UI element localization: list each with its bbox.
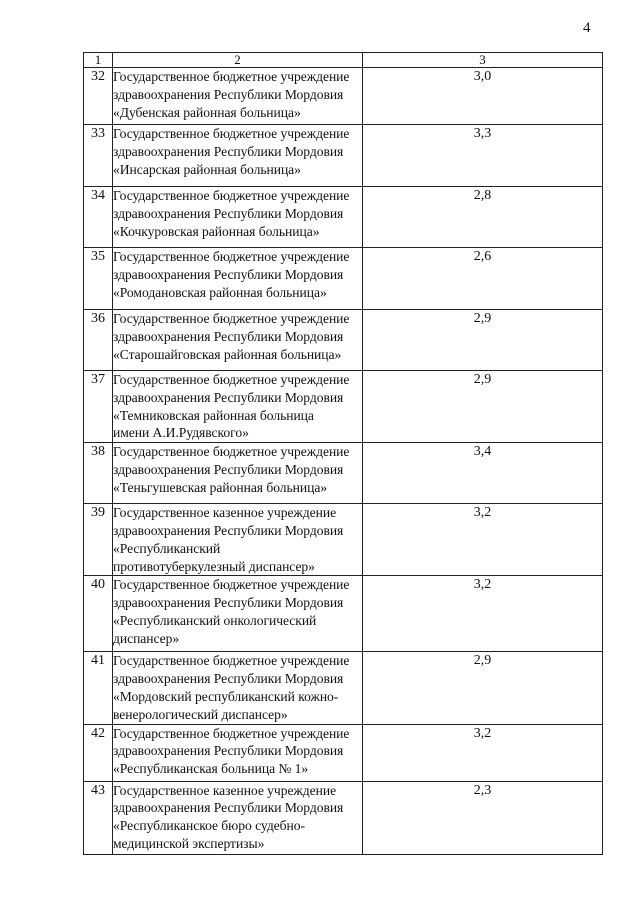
institution-name bbox=[113, 724, 363, 781]
institution-name-line: Государственное бюджетное учреждение bbox=[113, 188, 350, 203]
row-value: 3,0 bbox=[363, 68, 603, 125]
row-value: 2,9 bbox=[363, 652, 603, 724]
institution-name-line: «Мордовский республиканский кожно- bbox=[113, 688, 339, 704]
row-value: 3,2 bbox=[363, 724, 603, 781]
institution-name-line: здравоохранения Республики Мордовия bbox=[113, 266, 344, 282]
institution-name-line: диспансер» bbox=[113, 630, 180, 646]
institution-name-line: здравоохранения Республики Мордовия bbox=[113, 522, 344, 538]
row-value: 3,2 bbox=[363, 576, 603, 652]
row-value: 3,4 bbox=[363, 443, 603, 504]
row-value: 2,3 bbox=[363, 781, 603, 854]
table-row bbox=[84, 576, 603, 652]
institution-name bbox=[113, 652, 363, 724]
row-number: 39 bbox=[84, 504, 113, 576]
institution-name-line: медицинской экспертизы» bbox=[113, 835, 265, 851]
institution-name-line: противотуберкулезный диспансер» bbox=[113, 558, 315, 574]
institution-name-line: Государственное бюджетное учреждение bbox=[113, 444, 350, 460]
column-header-number: 1 bbox=[84, 53, 113, 68]
table-body bbox=[84, 68, 603, 855]
institution-name bbox=[113, 371, 363, 443]
row-number: 37 bbox=[84, 371, 113, 443]
table-row bbox=[84, 781, 603, 854]
institution-name-line: «Теньгушевская районная больница» bbox=[113, 479, 328, 495]
row-number: 36 bbox=[84, 310, 113, 371]
institution-name-line: Государственное бюджетное учреждение bbox=[113, 69, 350, 84]
row-value: 2,9 bbox=[363, 310, 603, 371]
table-header-row bbox=[84, 53, 603, 68]
institution-name bbox=[113, 443, 363, 504]
institution-name-line: венерологический диспансер» bbox=[113, 706, 288, 722]
institution-name-line: «Республиканский bbox=[113, 540, 221, 556]
institution-name bbox=[113, 68, 363, 125]
institution-name-line: Государственное казенное учреждение bbox=[113, 505, 337, 521]
institution-name-line: «Дубенская районная больница» bbox=[113, 104, 301, 120]
institution-name-line: Государственное бюджетное учреждение bbox=[113, 311, 350, 326]
institution-name-line: здравоохранения Республики Мордовия bbox=[113, 671, 344, 687]
table-row bbox=[84, 504, 603, 576]
row-number: 32 bbox=[84, 68, 113, 125]
column-header-value: 3 bbox=[363, 53, 603, 68]
institution-name bbox=[113, 187, 363, 248]
institution-name-line: здравоохранения Республики Мордовия bbox=[113, 389, 344, 405]
table-row bbox=[84, 443, 603, 504]
institution-name-line: здравоохранения Республики Мордовия bbox=[113, 743, 344, 759]
institution-name bbox=[113, 576, 363, 652]
institution-name-line: Государственное бюджетное учреждение bbox=[113, 126, 350, 141]
row-value: 2,6 bbox=[363, 248, 603, 310]
row-number: 42 bbox=[84, 724, 113, 781]
institution-name-line: «Ромодановская районная больница» bbox=[113, 284, 327, 300]
table-row bbox=[84, 724, 603, 781]
institution-name-line: Государственное бюджетное учреждение bbox=[113, 653, 350, 669]
institution-name-line: Государственное бюджетное учреждение bbox=[113, 725, 350, 741]
institution-name-line: здравоохранения Республики Мордовия bbox=[113, 328, 344, 344]
institution-name-line: «Республиканский онкологический bbox=[113, 612, 317, 628]
row-value: 3,3 bbox=[363, 125, 603, 187]
institution-name-line: «Республиканское бюро судебно- bbox=[113, 818, 305, 834]
institution-name-line: «Кочкуровская районная больница» bbox=[113, 223, 320, 239]
table-row bbox=[84, 125, 603, 187]
row-value: 2,9 bbox=[363, 371, 603, 443]
row-number: 34 bbox=[84, 187, 113, 248]
institution-name-line: здравоохранения Республики Мордовия bbox=[113, 86, 344, 102]
institution-name-line: Государственное бюджетное учреждение bbox=[113, 372, 350, 387]
institution-name bbox=[113, 781, 363, 854]
institution-name bbox=[113, 248, 363, 310]
institution-name-line: здравоохранения Республики Мордовия bbox=[113, 800, 344, 816]
table-row bbox=[84, 371, 603, 443]
institution-name bbox=[113, 125, 363, 187]
institution-name-line: здравоохранения Республики Мордовия bbox=[113, 143, 344, 159]
institution-name-line: «Инсарская районная больница» bbox=[113, 161, 301, 177]
institution-name-line: имени А.И.Рудявского» bbox=[113, 425, 249, 441]
row-number: 35 bbox=[84, 248, 113, 310]
institution-name bbox=[113, 310, 363, 371]
institutions-table bbox=[83, 52, 603, 855]
table-row bbox=[84, 310, 603, 371]
page-number: 4 bbox=[583, 20, 591, 36]
column-header-name: 2 bbox=[113, 53, 363, 68]
row-number: 40 bbox=[84, 576, 113, 652]
institution-name bbox=[113, 504, 363, 576]
institution-name-line: «Старошайговская районная больница» bbox=[113, 346, 342, 362]
institution-name-line: здравоохранения Республики Мордовия bbox=[113, 205, 344, 221]
table-row bbox=[84, 652, 603, 724]
row-number: 38 bbox=[84, 443, 113, 504]
institution-name-line: здравоохранения Республики Мордовия bbox=[113, 595, 344, 611]
row-value: 2,8 bbox=[363, 187, 603, 248]
table-row bbox=[84, 187, 603, 248]
row-number: 43 bbox=[84, 781, 113, 854]
institution-name-line: «Республиканская больница № 1» bbox=[113, 761, 309, 777]
row-number: 33 bbox=[84, 125, 113, 187]
institution-name-line: «Темниковская районная больница bbox=[113, 407, 314, 423]
institution-name-line: Государственное бюджетное учреждение bbox=[113, 577, 350, 593]
institution-name-line: Государственное казенное учреждение bbox=[113, 782, 337, 798]
row-value: 3,2 bbox=[363, 504, 603, 576]
institution-name-line: Государственное бюджетное учреждение bbox=[113, 249, 350, 264]
table-row bbox=[84, 68, 603, 125]
table-row bbox=[84, 248, 603, 310]
institution-name-line: здравоохранения Республики Мордовия bbox=[113, 461, 344, 477]
row-number: 41 bbox=[84, 652, 113, 724]
